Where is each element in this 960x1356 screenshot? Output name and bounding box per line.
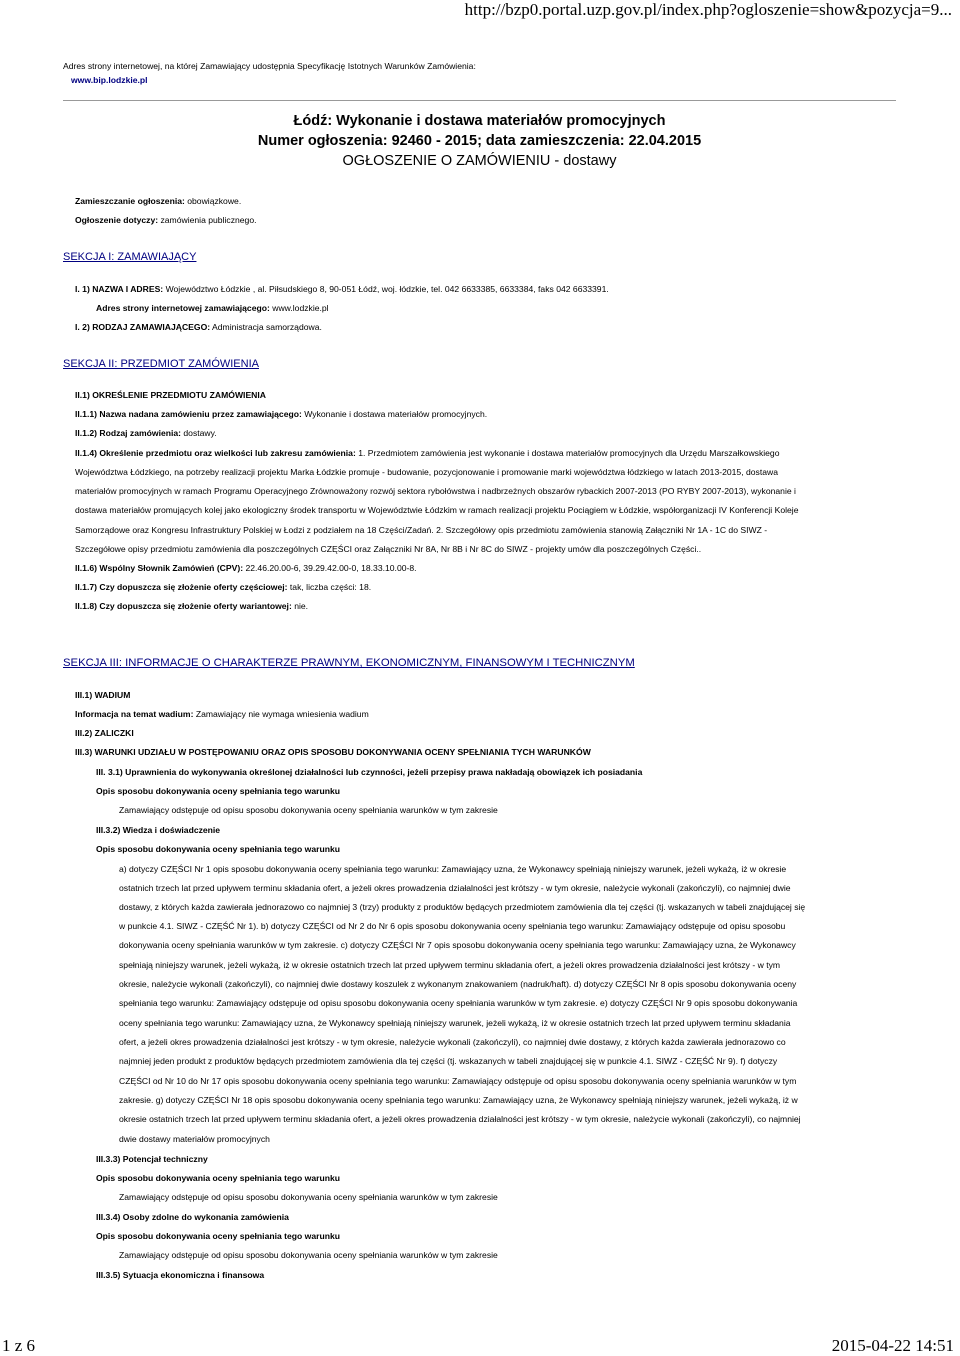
condition-5-heading: III.3.5) Sytuacja ekonomiczna i finansowa [96, 1270, 265, 1280]
condition-3-method-label: Opis sposobu dokonywania oceny spełniania tego warunku [96, 1173, 341, 1183]
order-description-label: II.1.4) Określenie przedmiotu oraz wielkości lub zakresu zamówienia: [75, 448, 356, 458]
variant-offer-row [75, 600, 308, 612]
placement-label: Zamieszczanie ogłoszenia: [75, 196, 185, 206]
siwz-address-link[interactable]: www.bip.lodzkie.pl [71, 75, 148, 85]
contracting-name-value: Województwo Łódzkie , al. Piłsudskiego 8, 90-051 Łódź, woj. łódzkie, tel. 042 6633385, 6633384, faks 042 6633391. [165, 284, 609, 294]
advances-heading: III.2) ZALICZKI [75, 728, 134, 738]
notice-number: Numer ogłoszenia: 92460 - 2015; data zamieszczenia: 22.04.2015 [257, 133, 702, 149]
condition-2-line: najmniej jeden produkt z produktów będących przedmiotem zamówienia dla tej części (tj. wskazanych w tabeli znajdującej się w punkcie 4.1. SIWZ - CZĘŚĆ Nr 9). f) dotyczy [119, 1056, 778, 1066]
order-kind-value: dostawy. [183, 428, 217, 438]
variant-offer-value: nie. [294, 601, 309, 611]
order-name-label: II.1.1) Nazwa nadana zamówieniu przez zamawiającego: [75, 409, 302, 419]
print-datetime: 2015-04-22 14:51 [831, 1336, 954, 1355]
wadium-label: Informacja na temat wadium: [75, 709, 194, 719]
section-2-heading: SEKCJA II: PRZEDMIOT ZAMÓWIENIA [63, 358, 259, 370]
contracting-type-label: I. 2) RODZAJ ZAMAWIAJĄCEGO: [75, 322, 211, 332]
notice-title-block [63, 111, 896, 171]
cpv-value: 22.46.20.00-6, 39.29.42.00-0, 18.33.10.00-8. [245, 563, 417, 573]
order-description-line: dostawa materiałów promujących kolej jako ekologiczny środek transportu w Województwie Łódzkim w ramach realizacji projektu Pociągiem w Łódzkie, współorganizacji IV Konferencji Koleje [75, 505, 799, 515]
print-page-number: 1 z 6 [2, 1336, 36, 1355]
condition-4-heading: III.3.4) Osoby zdolne do wykonania zamówienia [96, 1212, 289, 1222]
condition-2-line: oceny spełniania tego warunku: Zamawiający uzna, że Wykonawcy spełniają niniejszy warunek, jeżeli wykażą, iż w okresie ostatnich trzech lat przed upływem terminu składania [119, 1018, 791, 1028]
print-header-url: http://bzp0.portal.uzp.gov.pl/index.php?ogloszenie=show&pozycja=9... [464, 0, 952, 19]
contracting-name-row [75, 283, 609, 295]
order-description-line: materiałów promocyjnych w ramach Programu Operacyjnego Zrównoważony rozwój sektora rybołówstwa i nadbrzeżnych obszarów rybackich 2007-2013 (PO RYBY 2007-2013), wykonanie i [75, 486, 796, 496]
contracting-web-label: Adres strony internetowej zamawiającego: [96, 303, 270, 313]
variant-offer-label: II.1.8) Czy dopuszcza się złożenie oferty wariantowej: [75, 601, 292, 611]
concerns-row [75, 214, 257, 226]
conditions-heading: III.3) WARUNKI UDZIAŁU W POSTĘPOWANIU ORAZ OPIS SPOSOBU DOKONYWANIA OCENY SPEŁNIANIA TYCH WARUNKÓW [75, 747, 591, 757]
condition-3-heading: III.3.3) Potencjał techniczny [96, 1154, 208, 1164]
condition-2-line: dostawy, z których każda zawierała jednorazowo co najmniej 3 (trzy) produkty z produktów będących przedmiotem zamówienia dla tej części (tj. wskazanych w tabeli znajdującej się [119, 902, 806, 912]
condition-2-line: spełniają niniejszy warunek, jeżeli wykażą, iż w okresie ostatnich trzech lat przed upływem terminu składania ofert, a jeżeli okres prowadzenia działalności jest krótszy - w tym [119, 960, 781, 970]
wadium-row [75, 708, 369, 720]
partial-offer-row [75, 581, 371, 593]
condition-2-line: dwie dostawy materiałów promocyjnych [119, 1134, 270, 1144]
order-description-line: Szczegółowe opisy przedmiotu zamówienia dla poszczególnych CZĘŚCI oraz Załączniki Nr 8A, Nr 8B i Nr 8C do SIWZ - projekty umów dla poszczególnych Części.. [75, 544, 702, 554]
condition-2-line: okresie ostatnich trzech lat przed upływem terminu składania ofert, a jeżeli okres prowadzenia działalności jest krótszy - w tym okresie, należycie wykonali (zakończyli), co najmniej [119, 1114, 801, 1124]
condition-2-line: w punkcie 4.1. SIWZ - CZĘŚĆ Nr 1). b) dotyczy CZĘŚCI od Nr 2 do Nr 6 opis sposobu dokonywania oceny spełniania tego warunku: Zamawiający odstępuje od opisu sposobu [119, 921, 786, 931]
condition-2-line: spełniania tego warunku: Zamawiający odstępuje od opisu sposobu dokonywania oceny spełniania warunków w tym zakresie. e) dotyczy CZĘŚCI Nr 9 opis sposobu dokonywania [119, 998, 798, 1008]
header-divider [63, 100, 896, 101]
placement-row [75, 195, 241, 207]
condition-3-value: Zamawiający odstępuje od opisu sposobu dokonywania oceny spełniania warunków w tym zakresie [119, 1192, 498, 1202]
order-kind-label: II.1.2) Rodzaj zamówienia: [75, 428, 182, 438]
order-name-row [75, 408, 487, 420]
contracting-web-row [96, 302, 329, 314]
notice-type: OGŁOSZENIE O ZAMÓWIENIU - dostawy [342, 153, 617, 169]
wadium-heading: III.1) WADIUM [75, 690, 131, 700]
condition-2-heading: III.3.2) Wiedza i doświadczenie [96, 825, 221, 835]
condition-2-method-label: Opis sposobu dokonywania oceny spełniania tego warunku [96, 844, 341, 854]
siwz-address-label: Adres strony internetowej, na której Zamawiający udostępnia Specyfikację Istotnych Warunków Zamówienia: [63, 61, 476, 71]
condition-1-method-label: Opis sposobu dokonywania oceny spełniania tego warunku [96, 786, 341, 796]
condition-2-line: ostatnich trzech lat przed upływem terminu składania ofert, a jeżeli okres prowadzenia działalności jest krótszy - w tym okresie, należycie wykonali (zakończyli), co najmniej dwie [119, 883, 791, 893]
condition-2-line: okresie, należycie wykonali (zakończyli), co najmniej dwie dostawy koszulek z wykonanym znakowaniem (nadruk/haft). d) dotyczy CZĘŚCI Nr 8 opis sposobu dokonywania oceny [119, 979, 797, 989]
concerns-label: Ogłoszenie dotyczy: [75, 215, 159, 225]
condition-1-value: Zamawiający odstępuje od opisu sposobu dokonywania oceny spełniania warunków w tym zakresie [119, 805, 498, 815]
condition-4-method-label: Opis sposobu dokonywania oceny spełniania tego warunku [96, 1231, 341, 1241]
condition-2-line: a) dotyczy CZĘŚCI Nr 1 opis sposobu dokonywania oceny spełniania tego warunku: Zamawiający uzna, że Wykonawcy spełniają niniejszy warunek, jeżeli wykażą, iż w okresie [119, 864, 787, 874]
notice-title: Łódź: Wykonanie i dostawa materiałów promocyjnych [293, 113, 666, 129]
contracting-web-value[interactable]: www.lodzkie.pl [272, 303, 329, 313]
partial-offer-label: II.1.7) Czy dopuszcza się złożenie oferty częściowej: [75, 582, 288, 592]
order-description-line: Województwa Łódzkiego, na potrzeby realizacji projektu Marka Łódzkie promuje - budowanie, pozycjonowanie i promowanie marki województwa łódzkiego w latach 2013-2015, dostawa [75, 467, 778, 477]
contracting-type-row [75, 321, 322, 333]
contracting-name-label: I. 1) NAZWA I ADRES: [75, 284, 164, 294]
partial-offer-value: tak, liczba części: 18. [289, 582, 372, 592]
order-kind-row [75, 427, 217, 439]
order-description-line: Samorządowe oraz Kongresu Infrastruktury Polskiej w Łodzi z podziałem na 18 Części/Zadań. 2. Szczegółowy opis przedmiotu zamówienia stanowią Załączniki Nr 1A - 1C do SIWZ - [75, 525, 768, 535]
condition-2-line: ofert, a jeżeli okres prowadzenia działalności jest krótszy - w tym okresie, należycie wykonali (zakończyli), co najmniej dwie dostawy, z których każda zawierała jednorazowo co [119, 1037, 786, 1047]
cpv-row [75, 562, 417, 574]
section-3-heading: SEKCJA III: INFORMACJE O CHARAKTERZE PRAWNYM, EKONOMICZNYM, FINANSOWYM I TECHNICZNYM [63, 657, 635, 669]
condition-2-line: dokonywania oceny spełniania warunków w tym zakresie. c) dotyczy CZĘŚCI Nr 7 opis sposobu dokonywania oceny spełniania tego warunku: Zamawiający uzna, że Wykonawcy [119, 940, 796, 950]
subject-definition-heading: II.1) OKREŚLENIE PRZEDMIOTU ZAMÓWIENIA [75, 390, 266, 400]
wadium-value: Zamawiający nie wymaga wniesienia wadium [195, 709, 369, 719]
condition-2-line: zakresie. g) dotyczy CZĘŚCI Nr 18 opis sposobu dokonywania oceny spełniania tego warunku: Zamawiający uzna, że Wykonawcy spełniają niniejszy warunek, jeżeli wykażą, iż w [119, 1095, 798, 1105]
condition-1-heading: III. 3.1) Uprawnienia do wykonywania określonej działalności lub czynności, jeżeli przepisy prawa nakładają obowiązek ich posiadania [96, 767, 643, 777]
order-description-line: 1. Przedmiotem zamówienia jest wykonanie i dostawa materiałów promocyjnych dla Urzędu Marszałkowskiego [358, 448, 780, 458]
condition-4-value: Zamawiający odstępuje od opisu sposobu dokonywania oceny spełniania warunków w tym zakresie [119, 1250, 498, 1260]
contracting-type-value: Administracja samorządowa. [212, 322, 322, 332]
concerns-value: zamówienia publicznego. [160, 215, 257, 225]
cpv-label: II.1.6) Wspólny Słownik Zamówień (CPV): [75, 563, 244, 573]
placement-value: obowiązkowe. [187, 196, 242, 206]
section-1-heading: SEKCJA I: ZAMAWIAJĄCY [63, 251, 197, 263]
order-name-value: Wykonanie i dostawa materiałów promocyjnych. [304, 409, 488, 419]
order-description-row-1 [75, 447, 780, 459]
condition-2-line: CZĘŚCI od Nr 10 do Nr 17 opis sposobu dokonywania oceny spełniania tego warunku: Zamawiający odstępuje od opisu sposobu dokonywania oceny spełniania warunków w tym [119, 1076, 797, 1086]
